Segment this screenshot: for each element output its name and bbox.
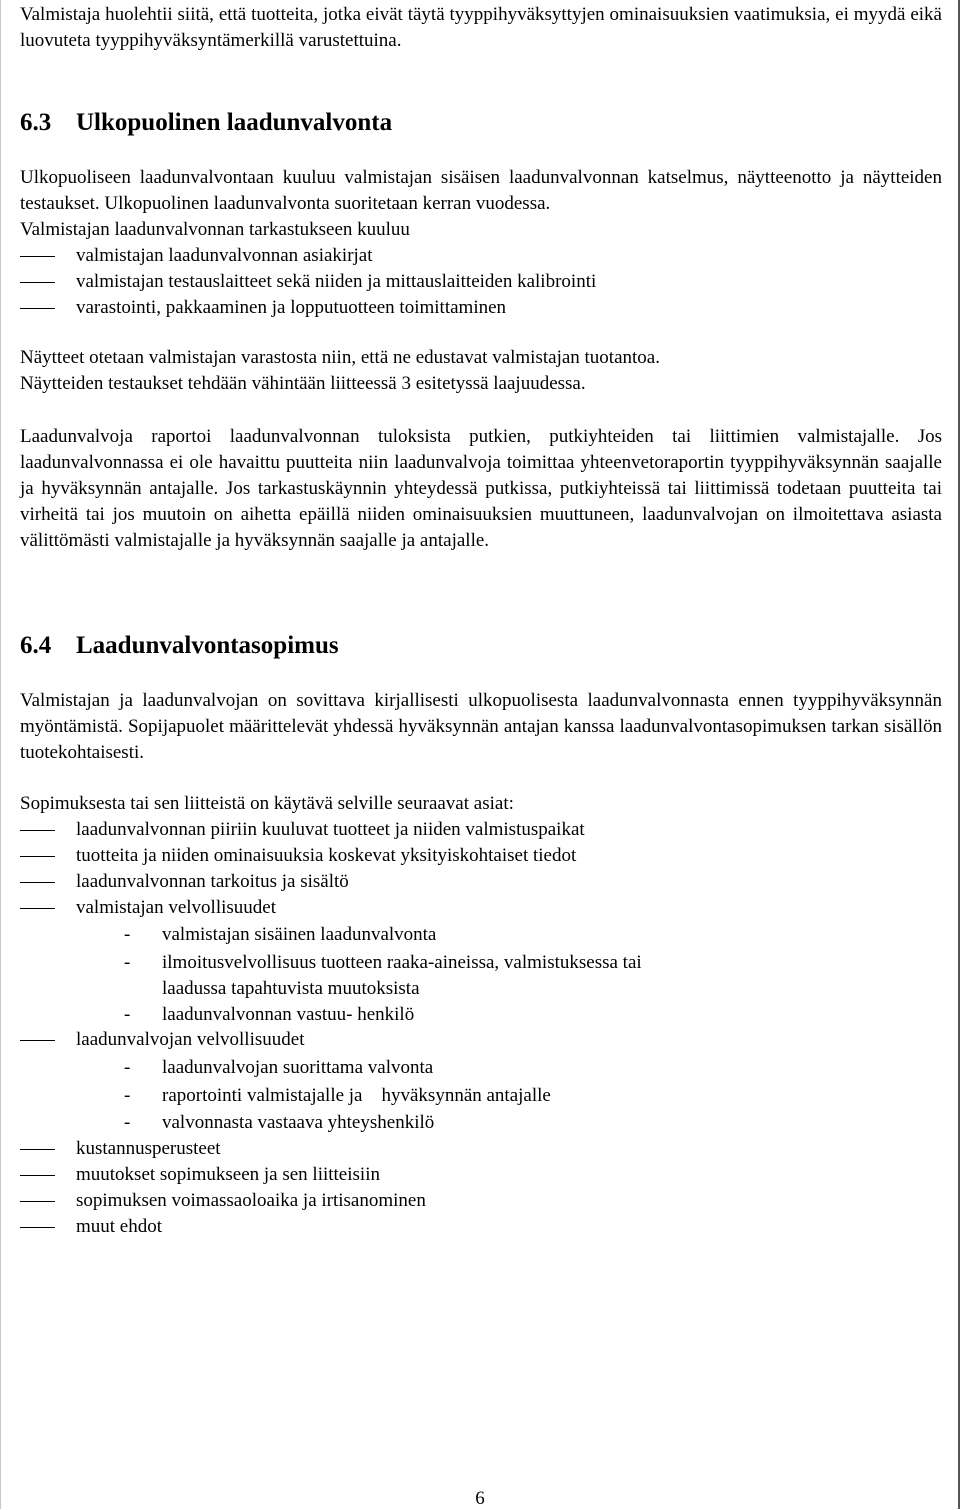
paragraph-line: Näytteiden testaukset tehdään vähintään liitteessä 3 esitetyssä laajuudessa. [20, 373, 586, 394]
page-edge-left [0, 0, 1, 1509]
dash-bullet [20, 830, 55, 831]
dash-bullet [20, 256, 55, 257]
page-number: 6 [475, 1488, 485, 1509]
dash-bullet [20, 1040, 55, 1041]
list-intro: Sopimuksesta tai sen liitteistä on käytävä selville seuraavat asiat: [20, 793, 514, 814]
section-heading-6-3 [20, 107, 392, 139]
section-number: 6.3 [20, 109, 52, 136]
dash-bullet [20, 1175, 55, 1176]
list-intro: Valmistajan laadunvalvonnan tarkastukseen kuuluu [20, 219, 410, 240]
dash-bullet [20, 1227, 55, 1228]
paragraph: Laadunvalvoja raportoi laadunvalvonnan tuloksista putkien, putkiyhteiden tai liittimien valmistajalle. Jos laadunvalvonnassa ei ole havaittu puutteita niin laadunvalvoja toimittaa yhteenvetoraportin tyyppihyväksynnän saajalle ja hyväksynnän antajalle. Jos tarkastuskäynnin yhteydessä putkissa, putkiyhteissä tai liittimissä todetaan puutteita tai virheitä tai jos muutoin on aihetta epäillä niiden ominaisuuksien muuttuneen, laadunvalvojan on ilmoitettava asiasta välittömästi valmistajalle ja hyväksynnän saajalle ja antajalle. [20, 426, 942, 551]
dash-bullet [20, 882, 55, 883]
document-page: Valmistaja huolehtii siitä, että tuotteita, jotka eivät täytä tyyppihyväksyttyjen ominaisuuksien vaatimuksia, ei myydä eikä luovuteta tyyppihyväksyntämerkillä varustettuina. 6.3 Ulkopuolinen laadunvalvonta Ulkopuoliseen laadunvalvontaan kuuluu valmistajan sisäisen laadunvalvonnan katselmus, näytteenotto ja näytteiden testaukset. Ulkopuolinen laadunvalvonta suoritetaan kerran vuodessa. Valmistajan laadunvalvonnan tarkastukseen kuuluu valmistajan laadunvalvonnan asiakirjat valmistajan testauslaitteet sekä niiden ja mittauslaitteiden kalibrointi varastointi, pakkaaminen ja lopputuotteen toimittaminen Näytteet otetaan valmistajan varastosta niin, että ne edustavat valmistajan tuotantoa. Näytteiden testaukset tehdään vähintään liitteessä 3 esitetyssä laajuudessa. Laadunvalvoja raportoi laadunvalvonnan tuloksista putkien, putkiyhteiden tai liittimien valmistajalle. Jos laadunvalvonnassa ei ole havaittu puutteita niin laadunvalvoja toimittaa yhteenvetoraportin tyyppihyväksynnän saajalle ja hyväksynnän antajalle. Jos tarkastuskäynnin yhteydessä putkissa, putkiyhteissä tai liittimissä todetaan puutteita tai virheitä tai jos muutoin on aihetta epäillä niiden ominaisuuksien muuttuneen, laadunvalvojan on ilmoitettava asiasta välittömästi valmistajalle ja hyväksynnän saajalle ja antajalle. 6.4 Laadunvalvontasopimus Valmistajan ja laadunvalvojan on sovittava kirjallisesti ulkopuolisesta laadunvalvonnasta ennen tyyppihyväksynnän myöntämistä. Sopijapuolet määrittelevät yhdessä hyväksynnän antajan kanssa laadunvalvontasopimuksen tarkan sisällön tuotekohtaisesti. Sopimuksesta tai sen liitteistä on käytävä selville seuraavat asiat: laadunvalvonnan piiriin kuuluvat tuotteet ja niiden valmistuspaikat tuotteita ja niiden ominaisuuksia koskevat yksityiskohtaiset tiedot laadunvalvonnan tarkoitus ja sisältö valmistajan velvollisuudet - valmistajan sisäinen laadunvalvonta - ilmoitusvelvollisuus tuotteen raaka-aineissa, valmistuksessa tai laadussa tapahtuvista muutoksista - laadunvalvonnan vastuu- henkilö laadunvalvojan velvollisuudet - laadunvalvojan suorittama valvonta - raportointi valmistajalle ja hyväksynnän antajalle - valvonnasta vastaava yhteyshenkilö kustannusperusteet muutokset sopimukseen ja sen liitteisiin sopimuksen voimassaoloaika ja irtisanominen muut ehdot 6 [0, 0, 960, 1509]
dash-bullet [20, 308, 55, 309]
section-title: Laadunvalvontasopimus [76, 632, 339, 659]
dash-bullet [20, 1149, 55, 1150]
dash-bullet [20, 908, 55, 909]
intro-paragraph: Valmistaja huolehtii siitä, että tuotteita, jotka eivät täytä tyyppihyväksyttyjen ominaisuuksien vaatimuksia, ei myydä eikä luovuteta tyyppihyväksyntämerkillä varustettuina. [20, 4, 942, 51]
dash-bullet [20, 282, 55, 283]
section-heading-6-4 [20, 630, 339, 662]
paragraph-line: Näytteet otetaan valmistajan varastosta niin, että ne edustavat valmistajan tuotantoa. [20, 347, 660, 368]
section-number: 6.4 [20, 632, 52, 659]
dash-bullet [20, 856, 55, 857]
section-title: Ulkopuolinen laadunvalvonta [76, 109, 393, 136]
dash-bullet [20, 1201, 55, 1202]
paragraph: Ulkopuoliseen laadunvalvontaan kuuluu valmistajan sisäisen laadunvalvonnan katselmus, näytteenotto ja näytteiden testaukset. Ulkopuolinen laadunvalvonta suoritetaan kerran vuodessa. [20, 167, 942, 214]
paragraph: Valmistajan ja laadunvalvojan on sovittava kirjallisesti ulkopuolisesta laadunvalvonnasta ennen tyyppihyväksynnän myöntämistä. Sopijapuolet määrittelevät yhdessä hyväksynnän antajan kanssa laadunvalvontasopimuksen tarkan sisällön tuotekohtaisesti. [20, 690, 942, 763]
